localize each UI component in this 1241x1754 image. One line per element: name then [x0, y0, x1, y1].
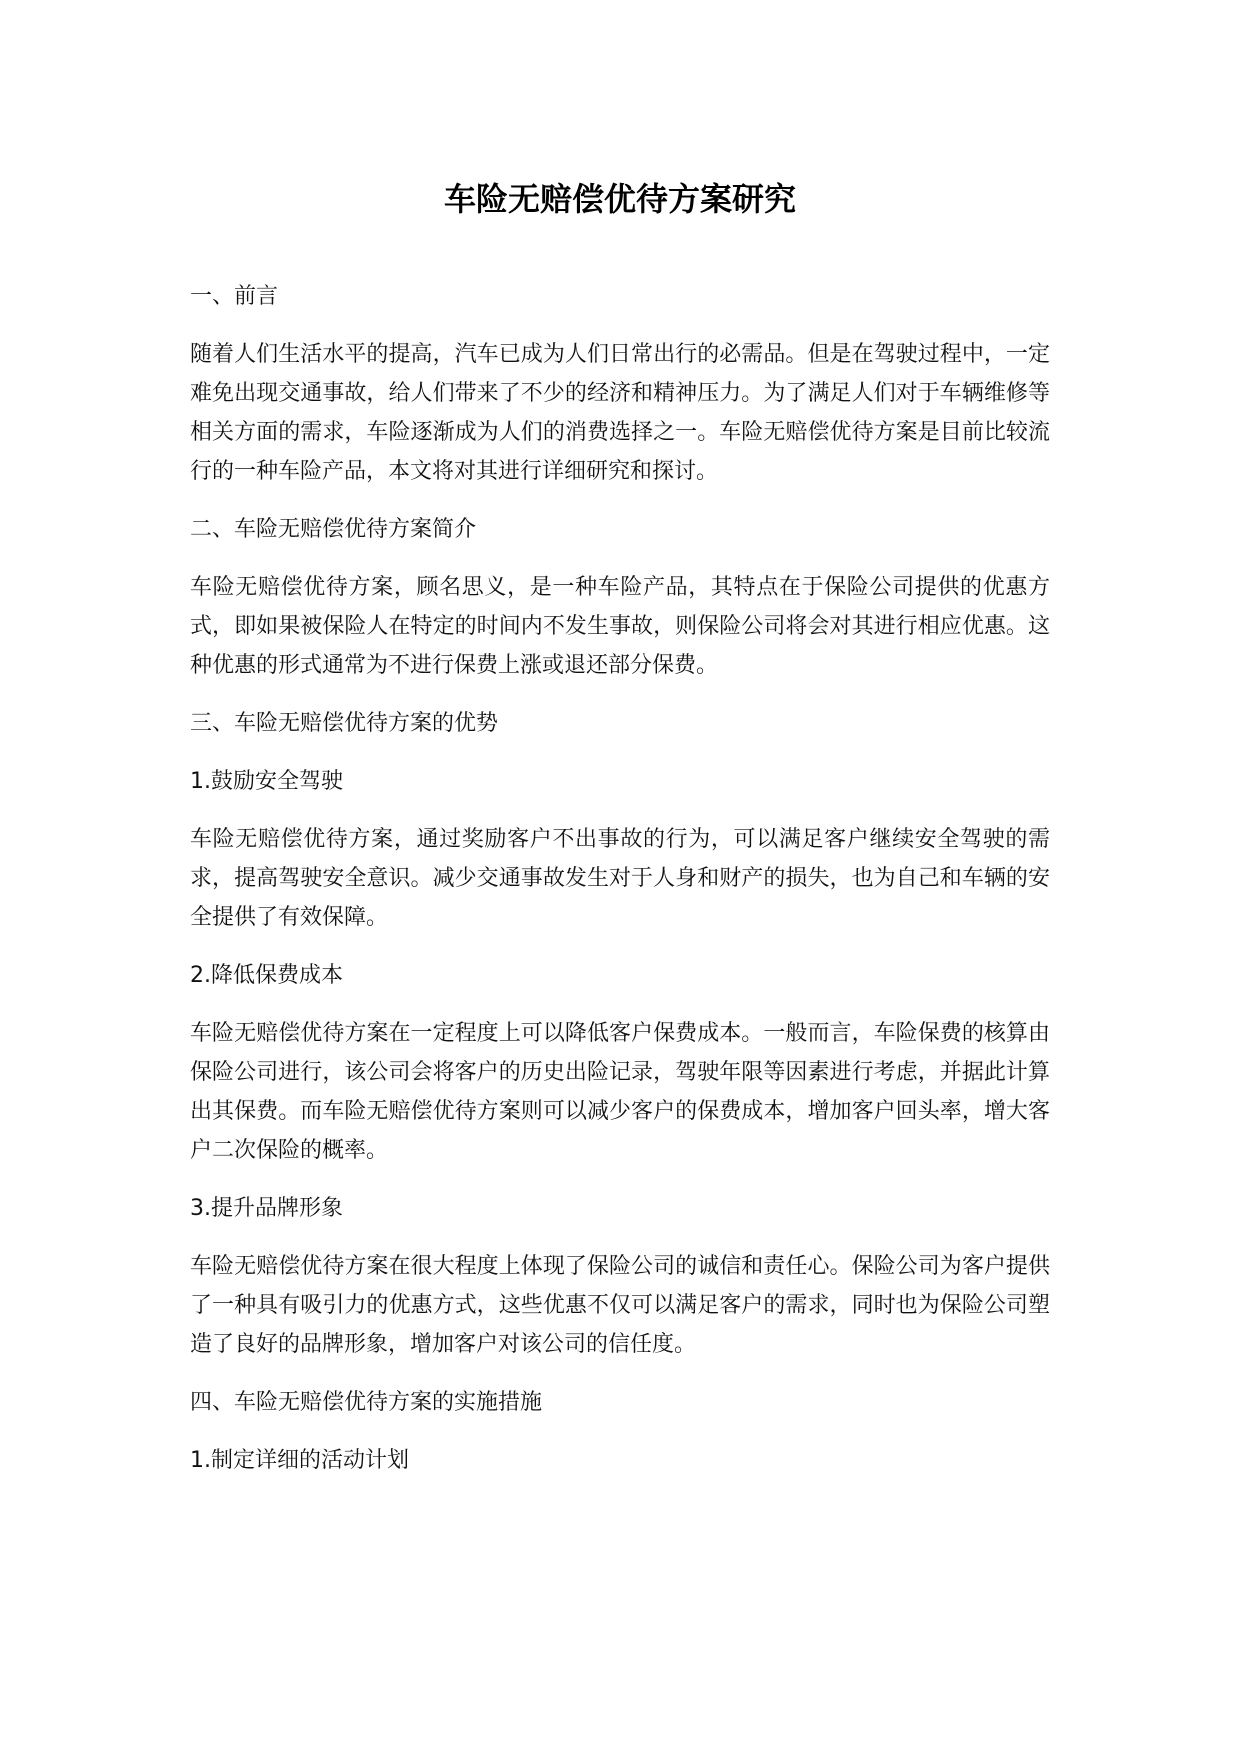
document-title: 车险无赔偿优待方案研究 [443, 180, 796, 218]
subheading-safe-driving: 1.鼓励安全驾驶 [190, 769, 343, 794]
subheading-activity-plan: 1.制定详细的活动计划 [190, 1448, 409, 1473]
subheading-lower-cost: 2.降低保费成本 [190, 963, 343, 988]
section-heading-implementation: 四、车险无赔偿优待方案的实施措施 [190, 1390, 543, 1415]
paragraph-safe-driving: 车险无赔偿优待方案，通过奖励客户不出事故的行为，可以满足客户继续安全驾驶的需求，提高驾驶安全意识。减少交通事故发生对于人身和财产的损失，也为自己和车辆的安全提供了有效保障。 [190, 827, 1050, 930]
document-body [190, 176, 1050, 1499]
paragraph-overview: 车险无赔偿优待方案，顾名思义，是一种车险产品，其特点在于保险公司提供的优惠方式，即如果被保险人在特定的时间内不发生事故，则保险公司将会对其进行相应优惠。这种优惠的形式通常为不进行保费上涨或退还部分保费。 [190, 575, 1050, 678]
section-heading-advantages: 三、车险无赔偿优待方案的优势 [190, 711, 499, 736]
section-heading-intro: 一、前言 [190, 284, 279, 309]
subheading-brand-image: 3.提升品牌形象 [190, 1196, 343, 1221]
paragraph-brand-image: 车险无赔偿优待方案在很大程度上体现了保险公司的诚信和责任心。保险公司为客户提供了一种具有吸引力的优惠方式，这些优惠不仅可以满足客户的需求，同时也为保险公司塑造了良好的品牌形象，增加客户对该公司的信任度。 [190, 1254, 1050, 1357]
paragraph-lower-cost: 车险无赔偿优待方案在一定程度上可以降低客户保费成本。一般而言，车险保费的核算由保险公司进行，该公司会将客户的历史出险记录，驾驶年限等因素进行考虑，并据此计算出其保费。而车险无赔偿优待方案则可以减少客户的保费成本，增加客户回头率，增大客户二次保险的概率。 [190, 1021, 1050, 1163]
paragraph-intro: 随着人们生活水平的提高，汽车已成为人们日常出行的必需品。但是在驾驶过程中，一定难免出现交通事故，给人们带来了不少的经济和精神压力。为了满足人们对于车辆维修等相关方面的需求，车险逐渐成为人们的消费选择之一。车险无赔偿优待方案是目前比较流行的一种车险产品，本文将对其进行详细研究和探讨。 [190, 342, 1050, 484]
section-heading-overview: 二、车险无赔偿优待方案简介 [190, 517, 477, 542]
